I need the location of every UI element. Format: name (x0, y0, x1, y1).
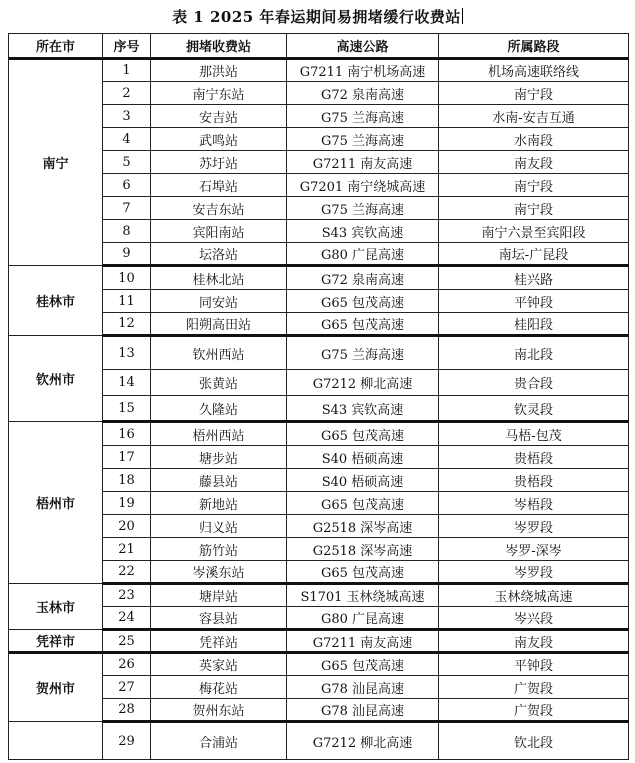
table-row (9, 59, 629, 82)
station-cell: 藤县站 (151, 469, 287, 492)
highway-cell: G80 广昆高速 (287, 607, 439, 630)
section-cell: 平钟段 (439, 653, 629, 676)
number-cell: 4 (103, 128, 151, 151)
number-cell: 13 (103, 336, 151, 370)
station-cell: 筋竹站 (151, 538, 287, 561)
highway-cell: G7212 柳北高速 (287, 370, 439, 396)
number-cell: 9 (103, 243, 151, 266)
number-cell: 1 (103, 59, 151, 82)
station-cell: 贺州东站 (151, 699, 287, 722)
section-cell: 南宁段 (439, 174, 629, 197)
station-cell: 南宁东站 (151, 82, 287, 105)
highway-cell: G7211 南宁机场高速 (287, 59, 439, 82)
highway-cell: G7211 南友高速 (287, 630, 439, 653)
highway-cell: G65 包茂高速 (287, 290, 439, 313)
station-cell: 苏圩站 (151, 151, 287, 174)
number-cell: 29 (103, 722, 151, 760)
text-cursor (462, 8, 463, 24)
header-number: 序号 (103, 34, 151, 59)
section-cell: 岑罗段 (439, 515, 629, 538)
section-cell: 南宁段 (439, 82, 629, 105)
highway-cell: G65 包茂高速 (287, 561, 439, 584)
highway-cell: G2518 深岑高速 (287, 538, 439, 561)
highway-cell: G65 包茂高速 (287, 492, 439, 515)
number-cell: 16 (103, 422, 151, 446)
section-cell: 南宁六景至宾阳段 (439, 220, 629, 243)
station-cell: 新地站 (151, 492, 287, 515)
number-cell: 5 (103, 151, 151, 174)
highway-cell: S40 梧硕高速 (287, 469, 439, 492)
header-row (9, 34, 629, 59)
station-cell: 桂林北站 (151, 266, 287, 290)
section-cell: 贵梧段 (439, 446, 629, 469)
number-cell: 11 (103, 290, 151, 313)
section-cell: 平钟段 (439, 290, 629, 313)
section-cell: 南宁段 (439, 197, 629, 220)
section-cell: 马梧-包茂 (439, 422, 629, 446)
header-station: 拥堵收费站 (151, 34, 287, 59)
header-section: 所属路段 (439, 34, 629, 59)
section-cell: 玉林绕城高速 (439, 584, 629, 607)
highway-cell: G78 汕昆高速 (287, 699, 439, 722)
city-cell: 贺州市 (9, 653, 103, 722)
highway-cell: G2518 深岑高速 (287, 515, 439, 538)
table-body (9, 59, 629, 760)
highway-cell: S1701 玉林绕城高速 (287, 584, 439, 607)
station-cell: 坛洛站 (151, 243, 287, 266)
highway-cell: G75 兰海高速 (287, 105, 439, 128)
section-cell: 钦灵段 (439, 396, 629, 422)
table-row (9, 653, 629, 676)
station-cell: 塘步站 (151, 446, 287, 469)
number-cell: 28 (103, 699, 151, 722)
highway-cell: G75 兰海高速 (287, 197, 439, 220)
number-cell: 8 (103, 220, 151, 243)
highway-cell: G75 兰海高速 (287, 336, 439, 370)
section-cell: 岑罗段 (439, 561, 629, 584)
section-cell: 桂阳段 (439, 313, 629, 336)
number-cell: 23 (103, 584, 151, 607)
section-cell: 南坛-广昆段 (439, 243, 629, 266)
section-cell: 桂兴路 (439, 266, 629, 290)
station-cell: 钦州西站 (151, 336, 287, 370)
highway-cell: G7201 南宁绕城高速 (287, 174, 439, 197)
station-cell: 宾阳南站 (151, 220, 287, 243)
section-cell: 水南-安吉互通 (439, 105, 629, 128)
station-cell: 凭祥站 (151, 630, 287, 653)
section-cell: 岑梧段 (439, 492, 629, 515)
station-cell: 归义站 (151, 515, 287, 538)
station-cell: 武鸣站 (151, 128, 287, 151)
station-cell: 久隆站 (151, 396, 287, 422)
table-row (9, 584, 629, 607)
section-cell: 钦北段 (439, 722, 629, 760)
highway-cell: G65 包茂高速 (287, 422, 439, 446)
section-cell: 南友段 (439, 151, 629, 174)
station-cell: 塘岸站 (151, 584, 287, 607)
number-cell: 12 (103, 313, 151, 336)
number-cell: 10 (103, 266, 151, 290)
city-cell: 梧州市 (9, 422, 103, 584)
station-cell: 容县站 (151, 607, 287, 630)
station-cell: 梧州西站 (151, 422, 287, 446)
highway-cell: S40 梧硕高速 (287, 446, 439, 469)
number-cell: 6 (103, 174, 151, 197)
highway-cell: G7211 南友高速 (287, 151, 439, 174)
city-cell: 南宁 (9, 59, 103, 266)
city-cell: 玉林市 (9, 584, 103, 630)
city-cell: 桂林市 (9, 266, 103, 336)
highway-cell: G78 汕昆高速 (287, 676, 439, 699)
section-cell: 岑兴段 (439, 607, 629, 630)
table-row (9, 336, 629, 370)
section-cell: 广贺段 (439, 676, 629, 699)
number-cell: 21 (103, 538, 151, 561)
number-cell: 18 (103, 469, 151, 492)
station-cell: 安吉站 (151, 105, 287, 128)
number-cell: 26 (103, 653, 151, 676)
station-cell: 张黄站 (151, 370, 287, 396)
section-cell: 水南段 (439, 128, 629, 151)
station-cell: 岑溪东站 (151, 561, 287, 584)
number-cell: 24 (103, 607, 151, 630)
highway-cell: S43 宾钦高速 (287, 220, 439, 243)
station-cell: 梅花站 (151, 676, 287, 699)
highway-cell: S43 宾钦高速 (287, 396, 439, 422)
table-row (9, 630, 629, 653)
highway-cell: G72 泉南高速 (287, 266, 439, 290)
highway-cell: G72 泉南高速 (287, 82, 439, 105)
number-cell: 17 (103, 446, 151, 469)
station-cell: 石埠站 (151, 174, 287, 197)
caption-text: 表 1 2025 年春运期间易拥堵缓行收费站 (172, 8, 461, 26)
station-cell: 同安站 (151, 290, 287, 313)
station-cell: 合浦站 (151, 722, 287, 760)
number-cell: 27 (103, 676, 151, 699)
city-cell: 钦州市 (9, 336, 103, 422)
number-cell: 14 (103, 370, 151, 396)
highway-cell: G65 包茂高速 (287, 653, 439, 676)
number-cell: 3 (103, 105, 151, 128)
number-cell: 22 (103, 561, 151, 584)
number-cell: 25 (103, 630, 151, 653)
section-cell: 南北段 (439, 336, 629, 370)
section-cell: 贵合段 (439, 370, 629, 396)
section-cell: 岑罗-深岑 (439, 538, 629, 561)
table-row (9, 266, 629, 290)
highway-cell: G80 广昆高速 (287, 243, 439, 266)
number-cell: 19 (103, 492, 151, 515)
number-cell: 20 (103, 515, 151, 538)
station-cell: 英家站 (151, 653, 287, 676)
congestion-table (8, 33, 629, 760)
station-cell: 那洪站 (151, 59, 287, 82)
section-cell: 机场高速联络线 (439, 59, 629, 82)
header-city: 所在市 (9, 34, 103, 59)
highway-cell: G75 兰海高速 (287, 128, 439, 151)
city-cell (9, 722, 103, 760)
table-row (9, 422, 629, 446)
station-cell: 阳朔高田站 (151, 313, 287, 336)
number-cell: 7 (103, 197, 151, 220)
section-cell: 贵梧段 (439, 469, 629, 492)
table-row (9, 722, 629, 760)
highway-cell: G65 包茂高速 (287, 313, 439, 336)
section-cell: 广贺段 (439, 699, 629, 722)
number-cell: 15 (103, 396, 151, 422)
table-caption (0, 6, 635, 27)
city-cell: 凭祥市 (9, 630, 103, 653)
number-cell: 2 (103, 82, 151, 105)
station-cell: 安吉东站 (151, 197, 287, 220)
section-cell: 南友段 (439, 630, 629, 653)
header-highway: 高速公路 (287, 34, 439, 59)
highway-cell: G7212 柳北高速 (287, 722, 439, 760)
